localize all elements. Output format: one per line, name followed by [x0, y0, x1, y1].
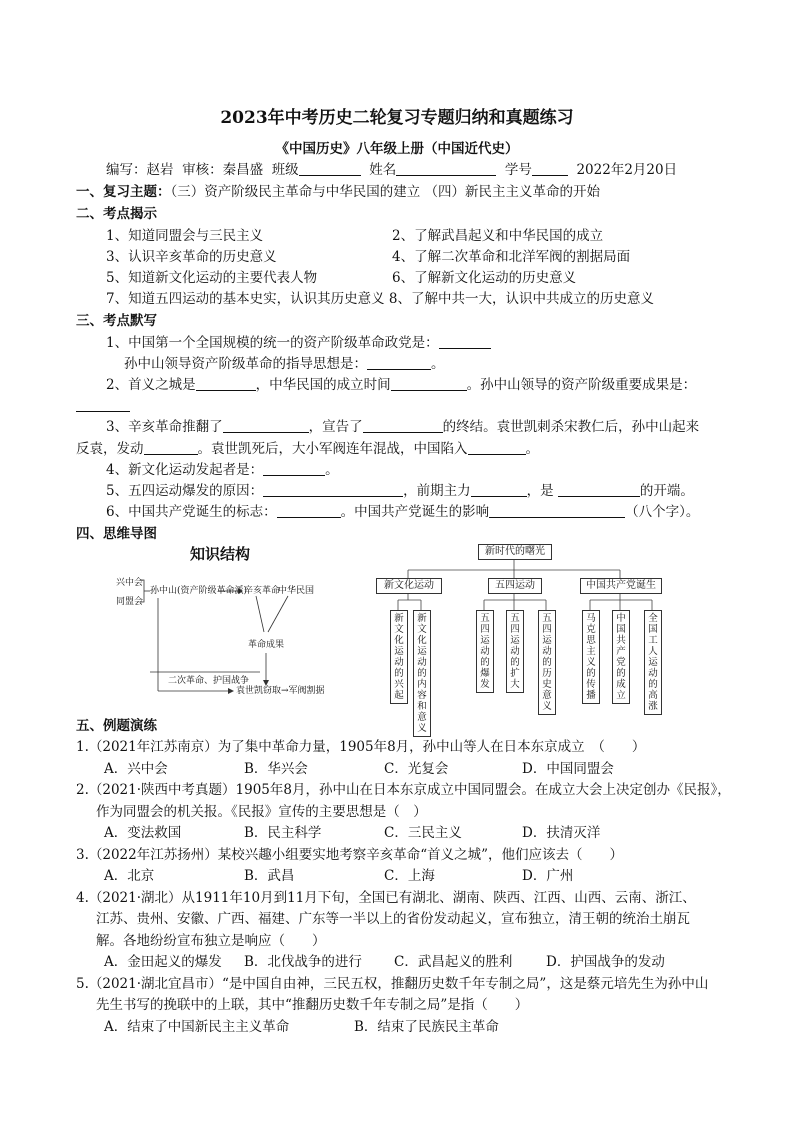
leaf-new-culture-rise: 新文化运动的兴起 [390, 610, 408, 704]
q4-option-c[interactable]: C．武昌起义的胜利 [394, 954, 513, 970]
q4-option-a[interactable]: A．金田起义的爆发 [104, 954, 222, 970]
revolution-results: 革命成果 [248, 640, 285, 650]
q2b-text: ，中华民国的成立时间 [255, 377, 391, 393]
q2-option-c[interactable]: C．三民主义 [384, 825, 462, 841]
knowledge-structure-title: 知识结构 [190, 545, 251, 563]
point-1: 1、知道同盟会与三民主义 [106, 228, 264, 244]
q5-option-a[interactable]: A．结束了中国新民主主义革命 [104, 1019, 290, 1035]
section-3-heading: 三、考点默写 [76, 313, 157, 329]
page-title: 2023年中考历史二轮复习专题归纳和真题练习 [220, 108, 574, 128]
leaf-may-fourth-expansion: 五四运动的扩大 [506, 610, 524, 693]
q3f-text: 。 [525, 441, 539, 457]
point-4: 4、了解二次革命和北洋军阀的割据局面 [392, 249, 631, 265]
q2a-text: 2、首义之城是 [106, 377, 196, 393]
q3-option-b[interactable]: B．武昌 [244, 868, 295, 884]
point-6: 6、了解新文化运动的历史意义 [392, 270, 577, 286]
leaf-marxism-spread: 马克思主义的传播 [582, 610, 600, 704]
q2-stem: 2.（2021·陕西中考真题）1905年8月，孙中山在日本东京成立中国同盟会。在成立大会上决定创办《民报》， [76, 782, 731, 798]
q5-stem: 5.（2021·湖北宜昌市）“是中国自由神，三民五权，推翻历史数千年专制之局”，这是蔡元培先生为孙中山 [76, 976, 709, 992]
page-subtitle: 《中国历史》八年级上册（中国近代史） [275, 141, 519, 157]
q5c-text: ，是 [526, 483, 554, 499]
q3-options [104, 866, 573, 886]
leaf-labor-movement: 全国工人运动的高涨 [644, 610, 662, 715]
xinhai-revolution: 辛亥革命 [244, 586, 281, 596]
q3c-text: 的终结。袁世凯刺杀宋教仁后，孙中山起来 [442, 419, 700, 435]
section-1-heading: 一、复习主题： [76, 184, 171, 200]
q1-options [104, 759, 614, 779]
q6a-text: 6、中国共产党诞生的标志： [106, 504, 277, 520]
q3d-text: 反袁，发动 [76, 441, 144, 457]
q4-options [104, 952, 665, 972]
q4-option-b[interactable]: B．北伐战争的进行 [244, 954, 362, 970]
branch-may-fourth: 五四运动 [488, 578, 542, 594]
q5b-text: ，前期主力 [403, 483, 471, 499]
q1b-text: 孙中山领导资产阶级革命的指导思想是： [124, 356, 367, 372]
q3a-text: 3、辛亥革命推翻了 [106, 419, 223, 435]
section-4-heading: 四、思维导图 [76, 526, 157, 542]
q1-option-c[interactable]: C．光复会 [384, 761, 449, 777]
section-5-heading: 五、例题演练 [76, 718, 157, 734]
q4a-text: 4、新文化运动发起者是： [106, 462, 264, 478]
branch-new-culture: 新文化运动 [376, 578, 442, 594]
leader-sun: 孙中山(资产阶级革命派) [150, 586, 248, 596]
q4b-text: 。 [325, 462, 339, 478]
q4-stem-cont2: 解。各地纷纷宣布独立是响应（ ） [96, 933, 326, 949]
q3-option-a[interactable]: A．北京 [104, 868, 155, 884]
q2c-text: 。孙中山领导的资产阶级重要成果是： [466, 377, 697, 393]
org-tongmenghui: 同盟会 [116, 597, 144, 607]
point-7-8: 7、知道五四运动的基本史实，认识其历史意义 8、了解中共一大，认识中共成立的历史意义 [106, 291, 654, 307]
reviewer: 审核：秦昌盛 [182, 162, 264, 178]
q2-option-a[interactable]: A．变法救国 [104, 825, 182, 841]
q5-option-b[interactable]: B．结束了民族民主革命 [354, 1019, 499, 1035]
section-2-heading: 二、考点揭示 [76, 206, 157, 222]
point-5: 5、知道新文化运动的主要代表人物 [106, 270, 318, 286]
q2-option-b[interactable]: B．民主科学 [244, 825, 322, 841]
republic-of-china: 中华民国 [278, 586, 315, 596]
q5-stem-cont: 先生书写的挽联中的上联，其中“推翻历史数千年专制之局”是指（ ） [96, 997, 529, 1013]
warlord-label: 袁世凯窃取→军阀割据 [236, 686, 325, 696]
name-label: 姓名 [369, 162, 397, 178]
q1b-end: 。 [431, 356, 445, 372]
q1-option-a[interactable]: A．兴中会 [104, 761, 168, 777]
q3-option-c[interactable]: C．上海 [384, 868, 435, 884]
q3-stem: 3.（2022年江苏扬州）某校兴趣小组要实地考察辛亥革命“首义之城”，他们应该去（ ） [76, 847, 624, 863]
date: 2022年2月20日 [576, 162, 678, 178]
q1-stem: 1.（2021年江苏南京）为了集中革命力量，1905年8月，孙中山等人在日本东京成立 （ ） [76, 739, 646, 755]
q4-stem: 4.（2021·湖北）从1911年10月到11月下旬，全国已有湖北、湖南、陕西、江西、山西、云南、浙江、 [76, 890, 696, 906]
map-root: 新时代的曙光 [478, 544, 552, 560]
class-label: 班级 [271, 162, 299, 178]
q3e-text: 。袁世凯死后，大小军阀连年混战，中国陷入 [197, 441, 468, 457]
q5a-text: 5、五四运动爆发的原因： [106, 483, 264, 499]
leaf-may-fourth-outbreak: 五四运动的爆发 [476, 610, 494, 693]
leaf-may-fourth-significance: 五四运动的历史意义 [538, 610, 556, 715]
leaf-cpc-founding: 中国共产党的成立 [612, 610, 630, 704]
q4-option-d[interactable]: D．护国战争的发动 [546, 954, 665, 970]
q2-option-d[interactable]: D．扶清灭洋 [522, 825, 601, 841]
editor: 编写：赵岩 [106, 162, 174, 178]
q1a-text: 1、中国第一个全国规模的统一的资产阶级革命政党是： [106, 335, 439, 351]
branch-cpc-birth: 中国共产党诞生 [580, 578, 662, 594]
leaf-new-culture-content: 新文化运动的内容和意义 [413, 610, 431, 737]
q5d-text: 的开端。 [639, 483, 694, 499]
wars-label: 二次革命、护国战争 [168, 676, 250, 686]
point-2: 2、了解武昌起义和中华民国的成立 [392, 228, 604, 244]
q1-option-d[interactable]: D．中国同盟会 [522, 761, 614, 777]
q1-option-b[interactable]: B．华兴会 [244, 761, 308, 777]
q2-stem-cont: 作为同盟会的机关报。《民报》宣传的主要思想是（ ） [96, 804, 427, 820]
q3b-text: ，宣告了 [308, 419, 363, 435]
q4-stem-cont: 江苏、贵州、安徽、广西、福建、广东等一半以上的省份发动起义，宣布独立，清王朝的统治土崩瓦 [96, 911, 690, 927]
q2-options [104, 823, 600, 843]
id-label: 学号 [504, 162, 532, 178]
q3-option-d[interactable]: D．广州 [522, 868, 574, 884]
section-1-content: （三）资产阶级民主革命与中华民国的建立 （四）新民主主义革命的开始 [170, 184, 601, 200]
q6c-text: （八个字）。 [625, 504, 700, 520]
point-3: 3、认识辛亥革命的历史意义 [106, 249, 277, 265]
q5-options [104, 1017, 499, 1037]
org-xingzhonghui: 兴中会 [116, 578, 144, 588]
q6b-text: 。中国共产党诞生的影响 [340, 504, 490, 520]
